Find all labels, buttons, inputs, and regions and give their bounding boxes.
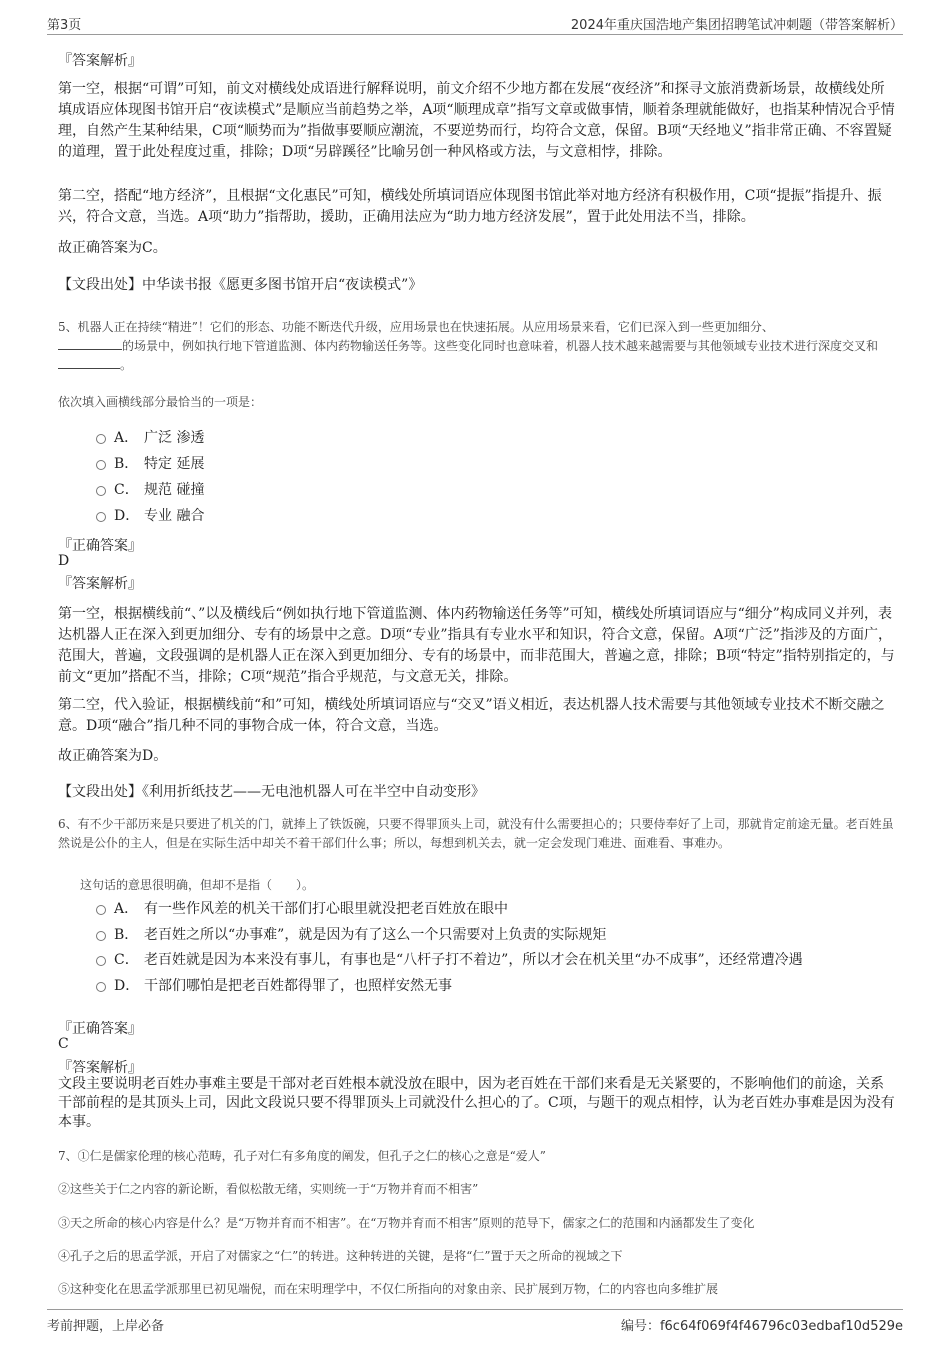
q6-analysis-label: 『答案解析』	[58, 1060, 142, 1076]
q5-analysis-p1: 第一空，根据横线前“、”以及横线后“例如执行地下管道监测、体内药物输送任务等”可知，横线处所填词语应与“细分”构成同义并列，表达机器人正在深入到更加细分、专有的场景中之意。D项“专业”指具有专业水平和知识，符合文意，保留。A项“广泛”指涉及的方面广，范围大，普遍，文段强调的是机器人正在深入到更加细分、专有的场景中，而非范围大，普遍之意，排除；B项“特定”指特别指定的，与前文“更加”搭配不当，排除；C项“规范”指合乎规范，与文意无关，排除。	[58, 606, 895, 685]
option-text: 专业 融合	[144, 508, 205, 524]
q6-stem: 6、有不少干部历来是只要进了机关的门，就捧上了铁饭碗，只要不得罪顶头上司，就没有什么需要担心的；只要侍奉好了上司，那就肯定前途无量。老百姓虽然说是公仆的主人，但是在实际生活中却关不着干部们什么事；所以，每想到机关去，就一定会发现门难进、面难看、事难办。	[58, 817, 894, 850]
radio-icon[interactable]	[96, 905, 106, 915]
option-text: 广泛 渗透	[144, 430, 205, 446]
footer-slogan: 考前押题，上岸必备	[47, 1319, 165, 1334]
q5-blank-2	[58, 356, 120, 369]
q6-option-a[interactable]	[96, 897, 508, 919]
option-text: 特定 延展	[144, 456, 205, 472]
q5-prompt: 依次填入画横线部分最恰当的一项是：	[58, 395, 263, 409]
option-key: A．	[114, 430, 139, 446]
q4-source: 【文段出处】中华读书报《愿更多图书馆开启“夜读模式”》	[58, 277, 423, 293]
q5-option-d[interactable]	[96, 504, 204, 526]
q5-stem	[58, 318, 898, 375]
page-header	[47, 14, 903, 35]
page-footer	[47, 1309, 903, 1334]
q4-analysis-p2: 第二空，搭配“地方经济”，且根据“文化惠民”可知，横线处所填词语应体现图书馆此举对地方经济有积极作用，C项“提振”指提升、振兴，符合文意，当选。A项“助力”指帮助，援助，正确用法应为“助力地方经济发展”，置于此处用法不当，排除。	[58, 188, 882, 225]
q7-sentence-5: ⑤这种变化在思孟学派那里已初见端倪，而在宋明理学中，不仅仁所指向的对象由亲、民扩展到万物，仁的内容也向多维扩展	[58, 1282, 719, 1296]
q4-analysis-p1: 第一空，根据“可谓”可知，前文对横线处成语进行解释说明，前文介绍不少地方都在发展“夜经济”和探寻文旅消费新场景，故横线处所填成语应体现图书馆开启“夜读模式”是顺应当前趋势之举，A项“顺理成章”指写文章或做事情，顺着条理就能做好，也指某种情况合乎情理，自然产生某种结果，C项“顺势而为”指做事要顺应潮流，不要逆势而行，均符合文意，保留。B项“天经地义”指非常正确、不容置疑的道理，置于此处程度过重，排除；D项“另辟蹊径”比喻另创一种风格或方法，与文意相悖，排除。	[58, 81, 895, 160]
q5-analysis-p2: 第二空，代入验证，根据横线前“和”可知，横线处所填词语应与“交叉”语义相近，表达机器人技术需要与其他领域专业技术不断交融之意。D项“融合”指几种不同的事物合成一体，符合文意，当选。	[58, 697, 885, 734]
option-text: 规范 碰撞	[144, 482, 205, 498]
q5-stem-part-a: 5、机器人正在持续“精进”！它们的形态、功能不断迭代升级，应用场景也在快速拓展。从应用场景来看，它们已深入到一些更加细分、	[58, 320, 774, 334]
option-key: D．	[114, 978, 140, 994]
document-title: 2024年重庆国浩地产集团招聘笔试冲刺题（带答案解析）	[570, 18, 903, 33]
radio-icon[interactable]	[96, 512, 106, 522]
radio-icon[interactable]	[96, 460, 106, 470]
q4-conclusion: 故正确答案为C。	[58, 240, 167, 256]
q4-analysis-label: 『答案解析』	[58, 53, 142, 69]
document-code: 编号：f6c64f069f4f46796c03edbaf10d529e	[620, 1319, 903, 1334]
option-key: B．	[114, 456, 139, 472]
q5-option-c[interactable]	[96, 478, 204, 500]
q6-option-d[interactable]	[96, 974, 452, 996]
q7-sentence-2: ②这些关于仁之内容的新论断，看似松散无绪，实则统一于“万物并育而不相害”	[58, 1182, 479, 1196]
option-key: C．	[114, 952, 139, 968]
q6-analysis: 文段主要说明老百姓办事难主要是干部对老百姓根本就没放在眼中，因为老百姓在干部们来看是无关紧要的，不影响他们的前途，关系干部前程的是其顶头上司，因此文段说只要不得罪顶头上司就没什么担心的了。C项，与题干的观点相悖，认为老百姓办事难是因为没有本事。	[58, 1076, 895, 1130]
q6-option-c[interactable]	[96, 948, 803, 970]
radio-icon[interactable]	[96, 956, 106, 966]
q5-stem-part-c: 。	[120, 358, 133, 372]
option-text: 干部们哪怕是把老百姓都得罪了，也照样安然无事	[144, 978, 452, 994]
q7-sentence-3: ③天之所命的核心内容是什么？是“万物并育而不相害”。在“万物并育而不相害”原则的范导下，儒家之仁的范围和内涵都发生了变化	[58, 1216, 755, 1230]
option-text: 老百姓就是因为本来没有事儿，有事也是“八杆子打不着边”，所以才会在机关里“办不成事”，还经常遭冷遇	[144, 952, 803, 968]
radio-icon[interactable]	[96, 982, 106, 992]
q5-source: 【文段出处】《利用折纸技艺——无电池机器人可在半空中自动变形》	[58, 784, 485, 800]
option-text: 老百姓之所以“办事难”，就是因为有了这么一个只需要对上负责的实际规矩	[144, 927, 607, 943]
q5-option-a[interactable]	[96, 426, 204, 448]
q5-analysis-label: 『答案解析』	[58, 576, 142, 592]
q5-blank-1	[58, 337, 122, 350]
q5-option-b[interactable]	[96, 452, 204, 474]
q5-correct-label: 『正确答案』	[58, 538, 142, 554]
page-number: 第3页	[47, 18, 82, 33]
option-key: B．	[114, 927, 139, 943]
q6-correct-answer: C	[58, 1036, 69, 1052]
q5-conclusion: 故正确答案为D。	[58, 748, 168, 764]
q6-option-b[interactable]	[96, 923, 606, 945]
q7-sentence-1: 7、①仁是儒家伦理的核心范畴，孔子对仁有多角度的阐发，但孔子之仁的核心之意是“爱人”	[58, 1149, 546, 1163]
radio-icon[interactable]	[96, 434, 106, 444]
radio-icon[interactable]	[96, 486, 106, 496]
q6-prompt: 这句话的意思很明确，但却不是指（ ）。	[80, 878, 315, 892]
option-text: 有一些作风差的机关干部们打心眼里就没把老百姓放在眼中	[144, 901, 508, 917]
option-key: A．	[114, 901, 139, 917]
q6-correct-label: 『正确答案』	[58, 1021, 142, 1037]
q5-correct-answer: D	[58, 553, 70, 569]
option-key: D．	[114, 508, 140, 524]
option-key: C．	[114, 482, 139, 498]
radio-icon[interactable]	[96, 931, 106, 941]
q5-stem-part-b: 的场景中，例如执行地下管道监测、体内药物输送任务等。这些变化同时也意味着，机器人技术越来越需要与其他领域专业技术进行深度交叉和	[122, 339, 879, 353]
q7-sentence-4: ④孔子之后的思孟学派，开启了对儒家之“仁”的转进。这种转进的关键，是将“仁”置于天之所命的视域之下	[58, 1249, 623, 1263]
